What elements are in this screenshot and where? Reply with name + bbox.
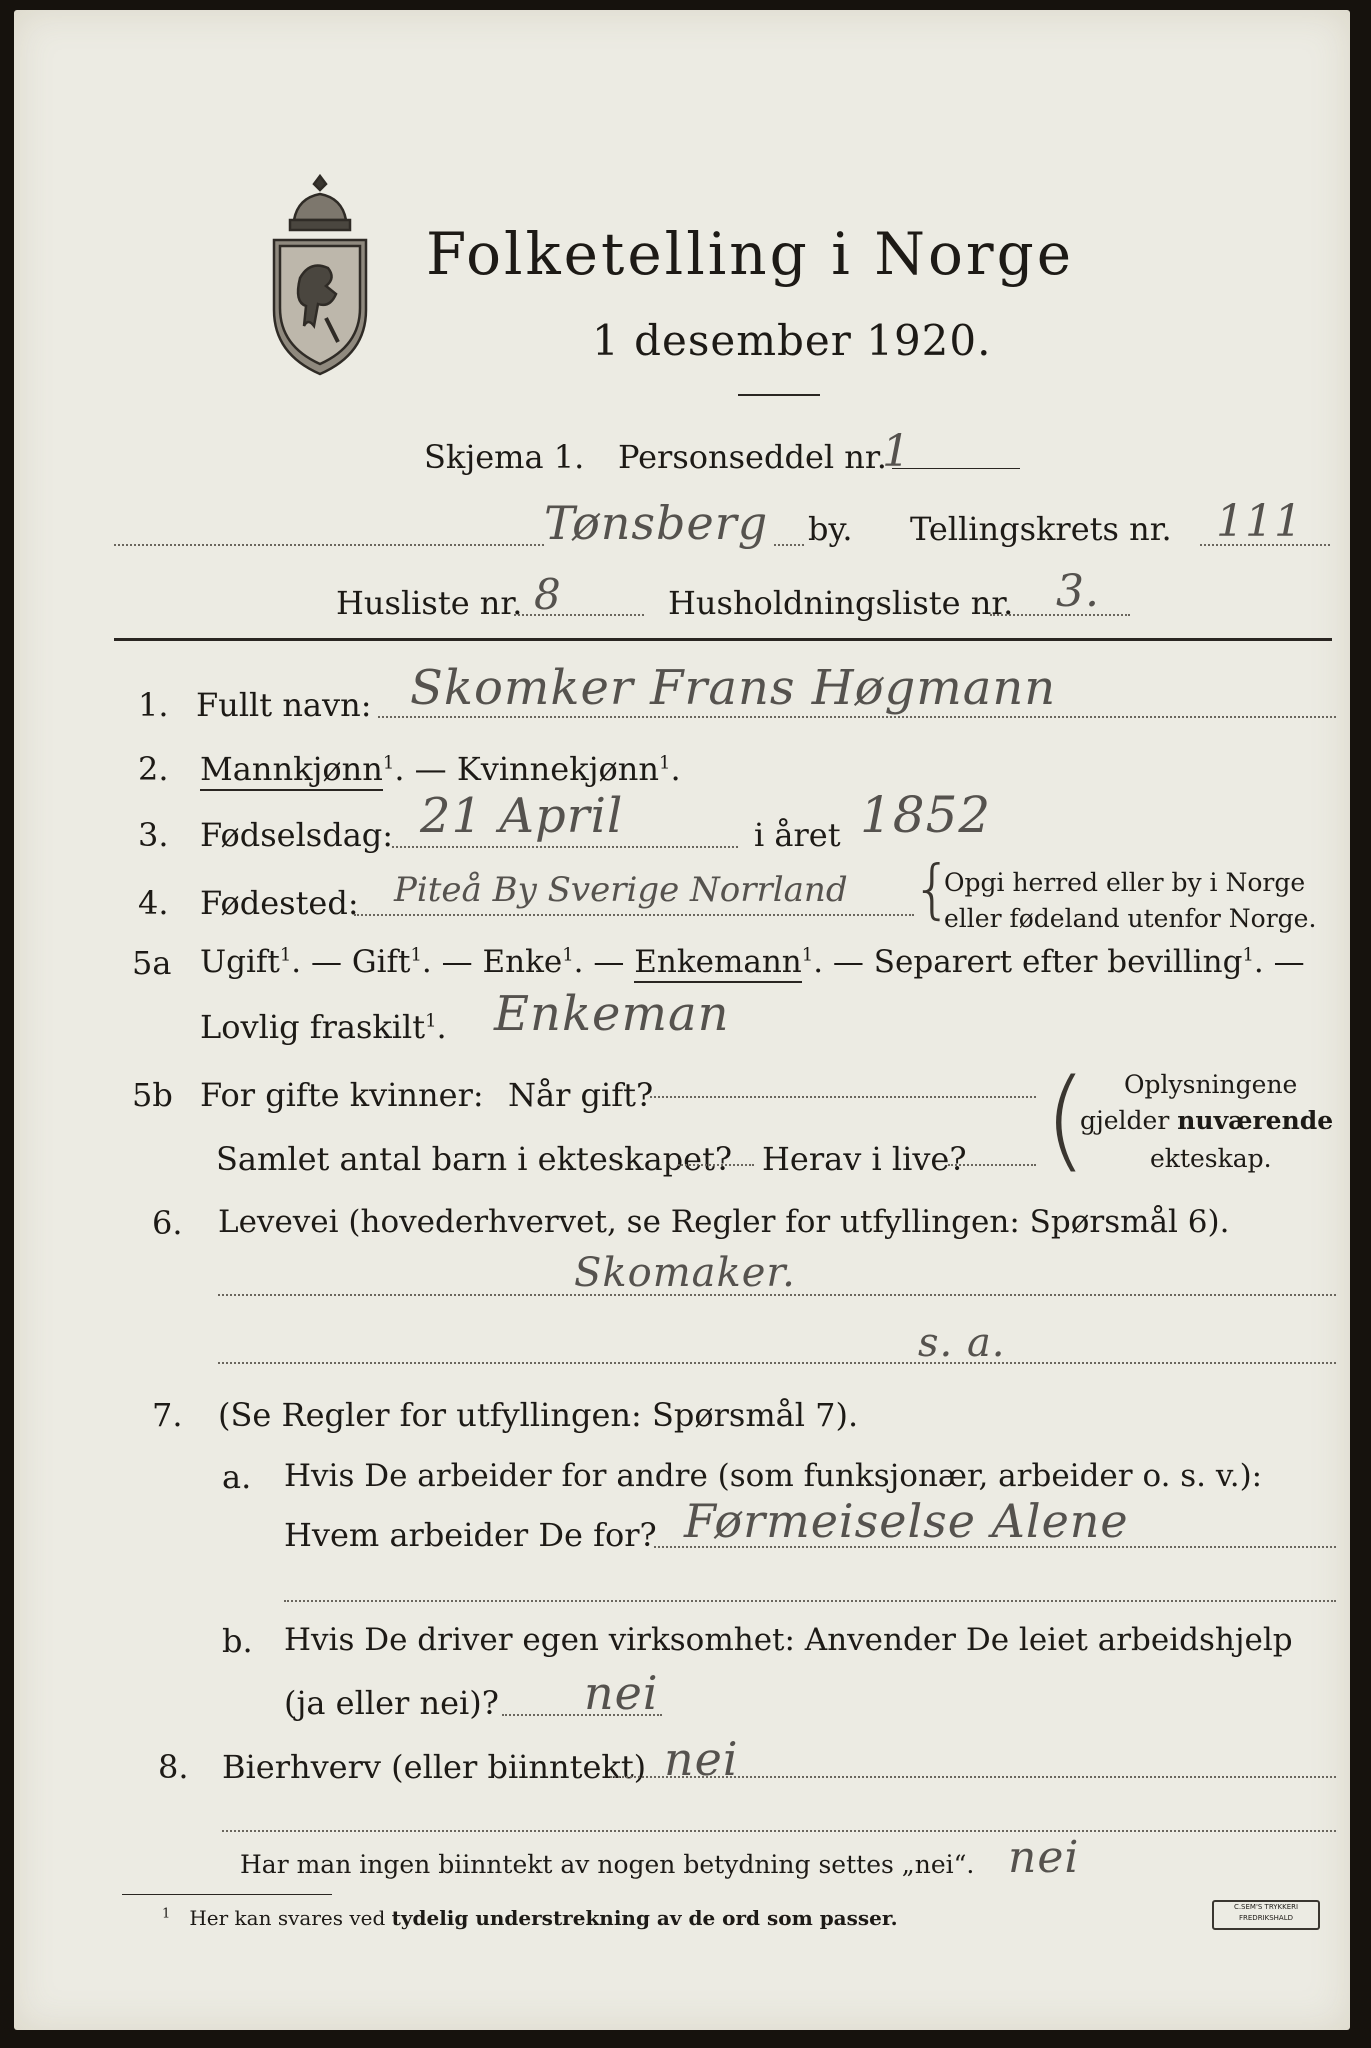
employer-value[interactable]: Førmeiselse Alene [684,1494,1129,1548]
option-kvinnekjonn[interactable]: Kvinnekjønn [456,750,659,788]
q1-number: 1. [138,686,169,724]
q6-label: Levevei (hovederhvervet, se Regler for utfyllingen: Spørsmål 6). [218,1204,1230,1240]
footnote-mark: 1 [382,752,395,774]
q8-label: Bierhverv (eller biinntekt) [222,1748,647,1786]
option-gift[interactable]: Gift [351,944,411,980]
city-dots-right [774,544,804,546]
city-value[interactable]: Tønsberg [544,496,769,550]
q4-note-line1: Opgi herred eller by i Norge [944,868,1306,897]
footnote-mark: 1 [659,752,671,774]
tellingskrets-label: Tellingskrets nr. [910,510,1172,548]
occupation-value[interactable]: Skomaker. [574,1250,796,1296]
q5a-dash: . — [421,944,483,980]
q2-end: . [670,750,681,788]
footnote-mark: 1 [801,944,814,966]
tellingskrets-dots [1200,544,1330,546]
husholdningsliste-label: Husholdningsliste nr. [668,584,1014,622]
q5b-note-line3: ekteskap. [1150,1144,1272,1173]
husliste-dots [514,614,644,616]
by-label: by. [808,510,853,548]
personseddel-label: Personseddel nr. [618,438,887,476]
q3-number: 3. [138,816,169,854]
q7a-letter: a. [222,1458,252,1496]
q5a-end: . — [1253,944,1305,980]
form-title: Folketelling i Norge [426,220,1075,288]
birthday-value[interactable]: 21 April [420,788,624,844]
q6-dots-2 [218,1362,1336,1364]
q5a-number: 5a [132,944,172,982]
q2-sex-options [200,750,681,788]
q5b-herav-label: Herav i live? [762,1140,967,1178]
husholdningsliste-value[interactable]: 3. [1056,566,1100,617]
q5a-marital-options [200,944,1305,980]
q5a-dash: . — [813,944,874,980]
q4-note-line2: eller fødeland utenfor Norge. [944,904,1317,933]
q5b-number: 5b [132,1076,173,1114]
q2-separator: . — [394,750,457,788]
herav-i-live-field[interactable] [948,1164,1036,1166]
option-fraskilt[interactable]: Lovlig fraskilt [200,1008,426,1046]
census-form-sheet [14,10,1350,2030]
q5a-end2: . [436,1008,447,1046]
biinntekt-note-value[interactable]: nei [1008,1832,1080,1883]
q5b-note-line2-b: nuværende [1177,1106,1334,1135]
option-enke[interactable]: Enke [482,944,563,980]
q3-dots [392,846,738,848]
q4-dots [354,914,914,916]
biinntekt-note: Har man ingen biinntekt av nogen betydning settes „nei“. [240,1850,975,1879]
footnote-mark: 1 [410,944,422,966]
option-separert[interactable]: Separert efter bevilling [873,944,1243,980]
q7a-line1: Hvis De arbeider for andre (som funksjonær, arbeider o. s. v.): [284,1458,1263,1494]
husliste-value[interactable]: 8 [534,570,562,619]
footnote-text: Her kan svares ved [189,1906,386,1930]
footnote-number: 1 [162,1906,171,1922]
q5a-line2 [200,1008,447,1046]
title-divider [738,394,820,396]
husliste-label: Husliste nr. [336,584,523,622]
q7-number: 7. [152,1396,183,1434]
q3-year-label: i året [754,816,841,854]
q8-number: 8. [158,1748,189,1786]
husholdningsliste-dots [990,614,1130,616]
skjema-label: Skjema 1. [424,438,585,476]
full-name-value[interactable]: Skomker Frans Høgmann [410,660,1057,716]
q8-dots-2 [222,1830,1336,1832]
q7a-dots-1 [654,1546,1336,1548]
q1-dots [378,716,1336,718]
census-date: 1 desember 1920. [592,316,992,365]
q5b-note-line1: Oplysningene [1124,1070,1298,1099]
q7b-dots [502,1714,662,1716]
occupation-value-2[interactable]: s. a. [918,1320,1006,1366]
footnote-divider [122,1894,332,1895]
q7-label: (Se Regler for utfyllingen: Spørsmål 7). [218,1396,859,1434]
q2-number: 2. [138,750,169,788]
norway-coat-of-arms-emblem [260,168,380,378]
q4-note-brace: { [912,853,953,927]
option-ugift[interactable]: Ugift [200,944,280,980]
marital-status-value[interactable]: Enkeman [494,986,730,1042]
printer-stamp [1212,1900,1320,1930]
footnote-mark: 1 [1242,944,1254,966]
q5b-samlet-label: Samlet antal barn i ekteskapet? [216,1140,733,1178]
q7b-letter: b. [222,1622,253,1660]
q4-label: Fødested: [200,884,359,922]
printer-line2: FREDRIKSHALD [1238,1914,1293,1922]
q5b-label: For gifte kvinner: [200,1076,484,1114]
footnote-mark: 1 [279,944,292,966]
q8-dots-1 [610,1776,1336,1778]
personseddel-line [892,468,1020,469]
q7a-dots-2 [284,1600,1336,1602]
q3-label: Fødselsdag: [200,816,394,854]
footnote-bold: tydelig understrekning av de ord som passer. [391,1906,898,1930]
tellingskrets-value[interactable]: 111 [1216,496,1303,547]
footnote-mark: 1 [425,1010,437,1032]
footnote-mark: 1 [562,944,574,966]
side-income-value[interactable]: nei [664,1732,739,1786]
q5b-naar-gift-label: Når gift? [508,1076,654,1114]
q7b-line1: Hvis De driver egen virksomhet: Anvender De leiet arbeidshjelp [284,1622,1293,1658]
q5b-note-line2 [1080,1106,1333,1135]
samlet-barn-field[interactable] [678,1164,754,1166]
q7b-line2: (ja eller nei)? [284,1684,499,1722]
naar-gift-field[interactable] [650,1096,1036,1098]
option-enkemann[interactable]: Enkemann [634,944,802,983]
city-dots-left [114,544,544,546]
q5a-dash: . — [291,944,352,980]
birth-year-value[interactable]: 1852 [860,786,992,844]
option-mannkjonn[interactable]: Mannkjønn [200,750,383,791]
header-divider [114,638,1332,641]
printer-line1: C.SEM'S TRYKKERI [1233,1903,1299,1911]
q5a-dash: . — [573,944,635,980]
personseddel-value[interactable]: 1 [882,426,911,477]
q4-number: 4. [138,884,169,922]
footnote [162,1906,898,1930]
q5b-note-brace-left: ( [1044,1055,1087,1183]
q6-dots-1 [218,1294,1336,1296]
q5b-note-line2-a: gjelder [1080,1106,1170,1135]
hired-help-value[interactable]: nei [584,1666,659,1720]
birthplace-value[interactable]: Piteå By Sverige Norrland [394,870,848,910]
q7a-line2: Hvem arbeider De for? [284,1516,657,1554]
q6-number: 6. [152,1204,183,1242]
q1-label: Fullt navn: [196,686,372,724]
